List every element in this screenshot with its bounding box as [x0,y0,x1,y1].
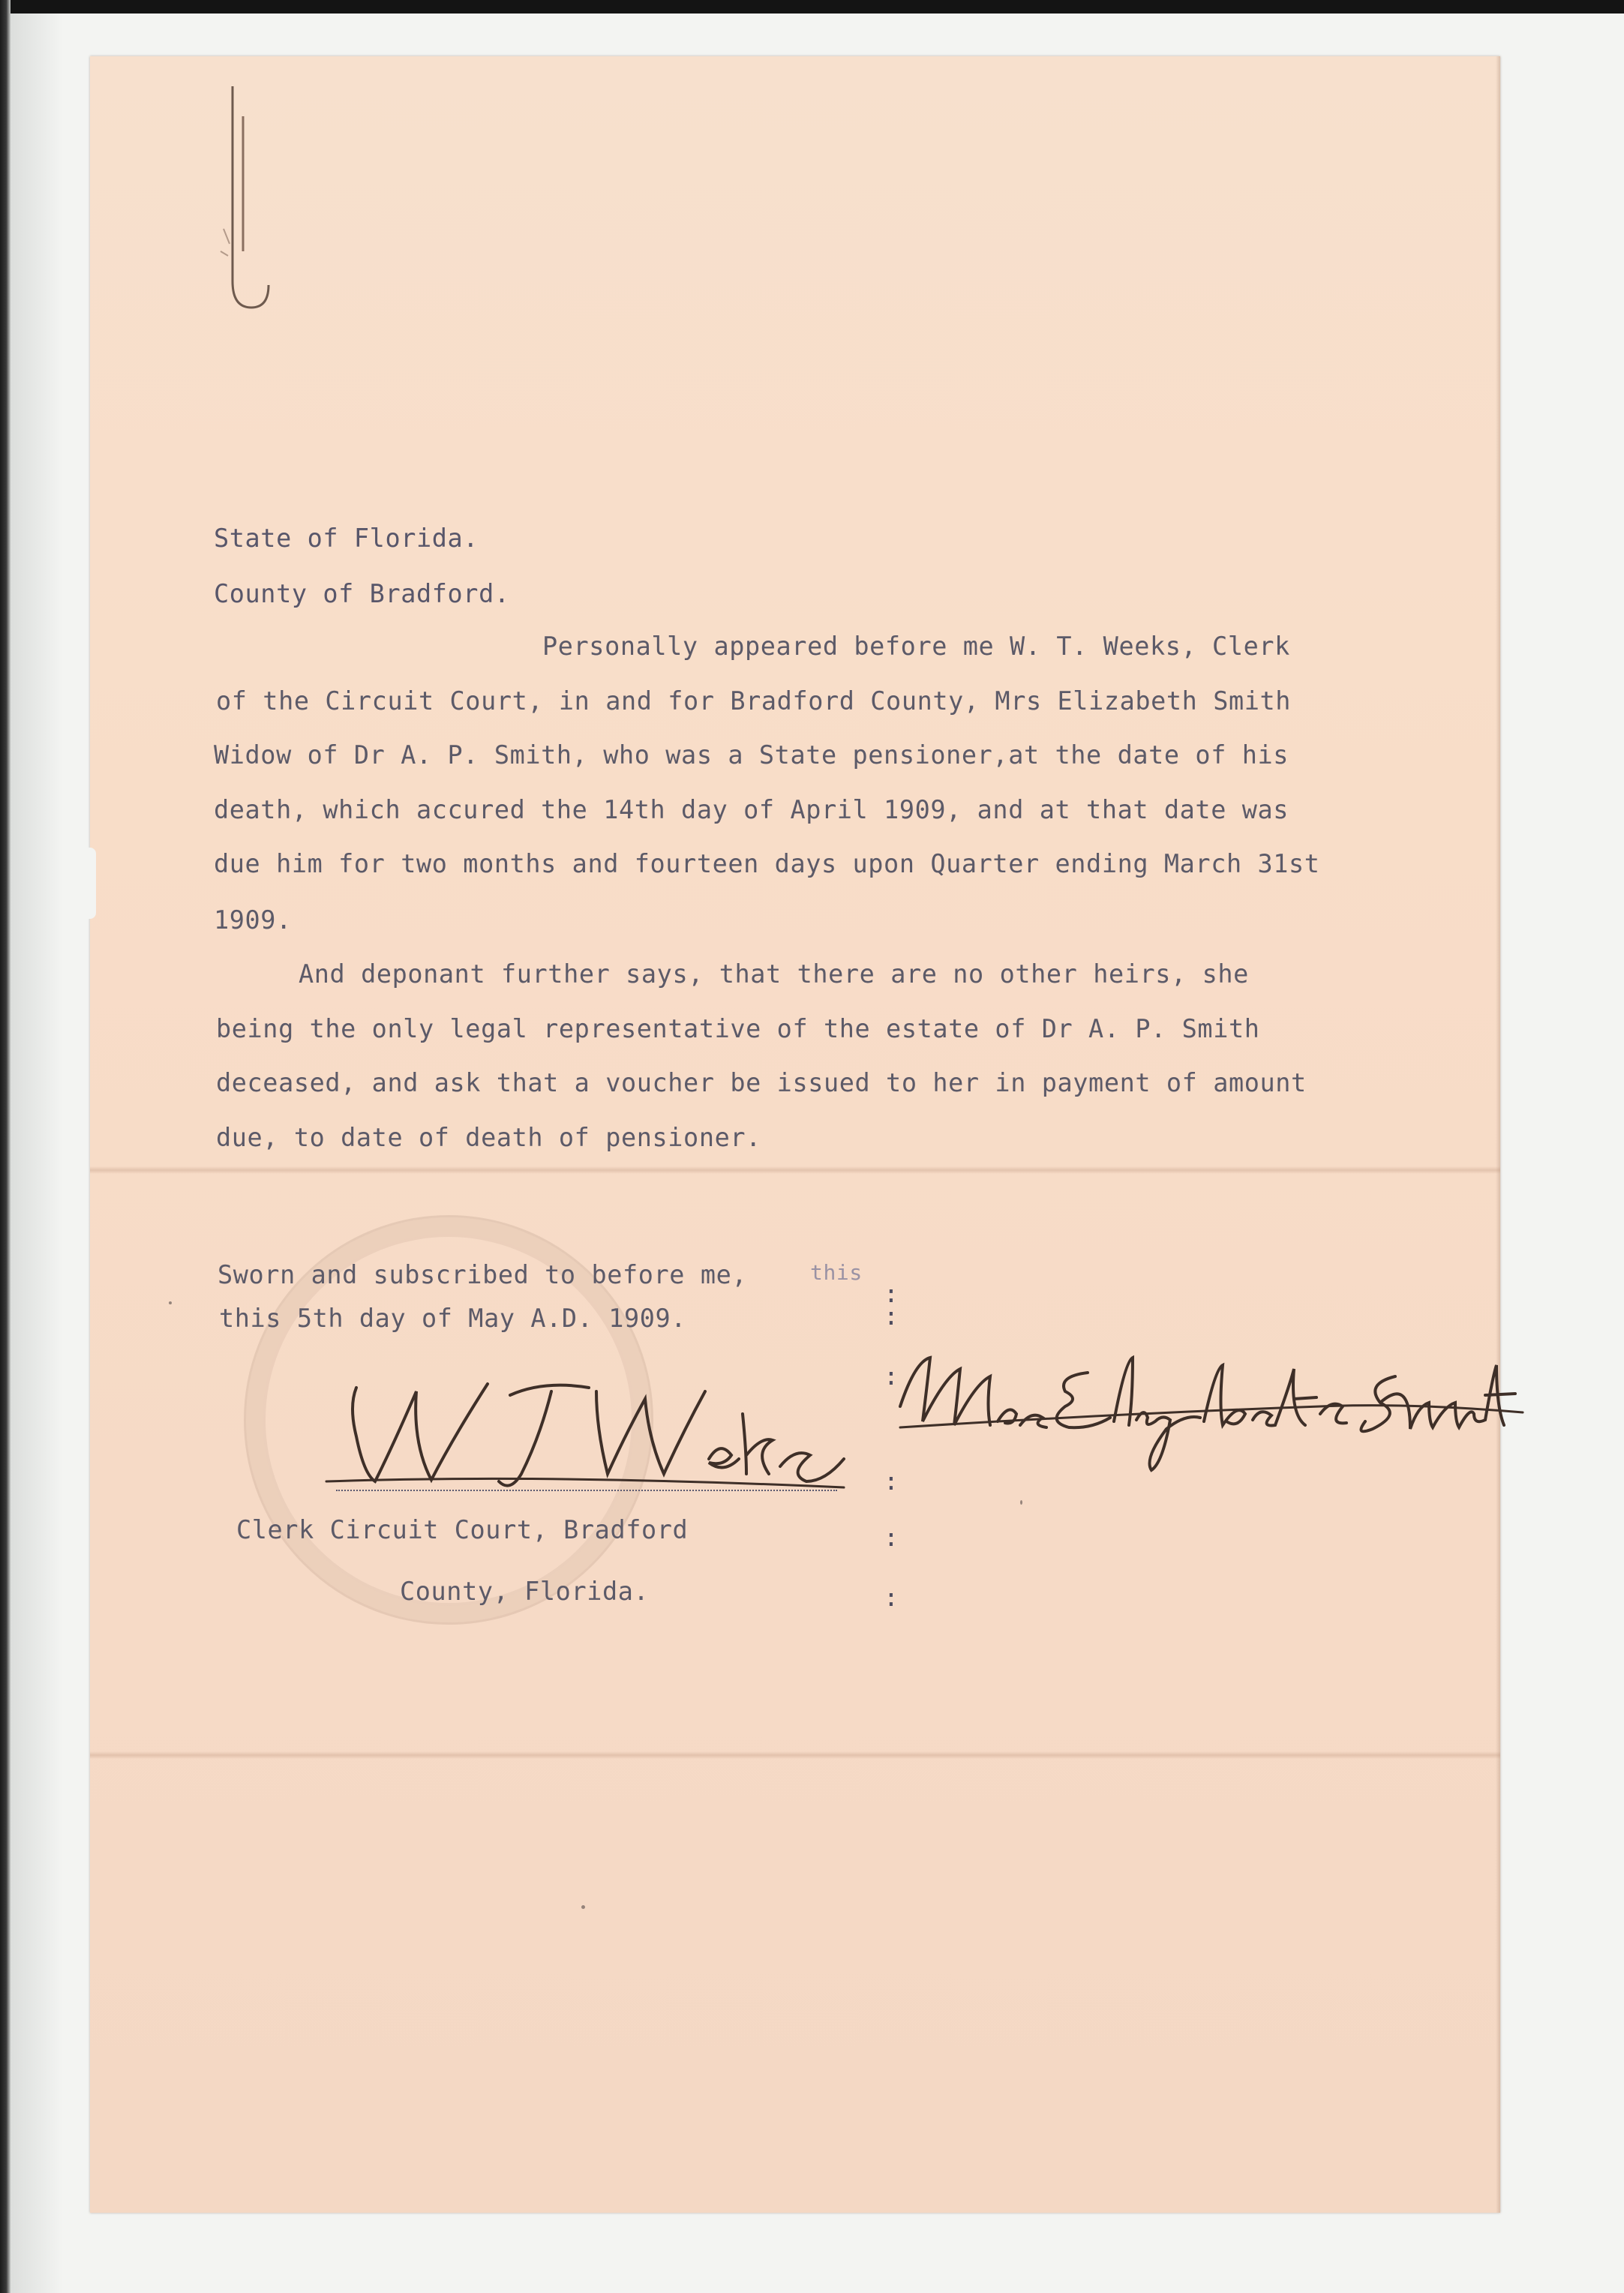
affiant-signature [885,1331,1530,1481]
paper-fold [90,1166,1500,1174]
clerk-title-county: County, Florida. [400,1577,650,1606]
separator-colon: : [884,1583,899,1612]
body-line: being the only legal representative of the estate of Dr A. P. Smith [216,1014,1260,1043]
jurat-line-tail: this [810,1260,863,1285]
body-line: due, to date of death of pensioner. [216,1123,761,1152]
body-line: 1909. [214,905,292,935]
separator-colon: : [884,1279,899,1308]
body-line: Widow of Dr A. P. Smith, who was a State pensioner,at the date of his [214,740,1289,770]
venue-county: County of Bradford. [214,579,510,608]
clerk-title: Clerk Circuit Court, Bradford [236,1515,689,1544]
body-line: death, which accured the 14th day of April 1909, and at that date was [214,795,1289,824]
scan-border-left [0,0,11,2293]
separator-colon: : [884,1301,899,1331]
document-page [90,56,1500,2213]
body-line: due him for two months and fourteen days upon Quarter ending March 31st [214,849,1320,878]
separator-colon: : [884,1466,899,1496]
scan-border-top [0,0,1624,14]
scan-shadow [11,14,63,2293]
body-line: deceased, and ask that a voucher be issued to her in payment of amount [216,1068,1307,1097]
body-line: And deponant further says, that there are no other heirs, she [299,959,1249,989]
body-line: of the Circuit Court, in and for Bradford County, Mrs Elizabeth Smith [216,686,1292,716]
separator-colon: : [884,1523,899,1552]
clerk-signature [244,1361,859,1504]
paper-tear [86,848,96,919]
separator-colon: : [884,1361,899,1391]
jurat-line: Sworn and subscribed to before me, [218,1260,748,1289]
paper-fold [90,1751,1500,1759]
signature-line [336,1490,837,1491]
body-line: Personally appeared before me W. T. Weeks, Clerk [542,632,1290,661]
jurat-date: this 5th day of May A.D. 1909. [219,1304,687,1333]
venue-state: State of Florida. [214,524,479,553]
paper-clip-mark-icon [210,71,270,319]
